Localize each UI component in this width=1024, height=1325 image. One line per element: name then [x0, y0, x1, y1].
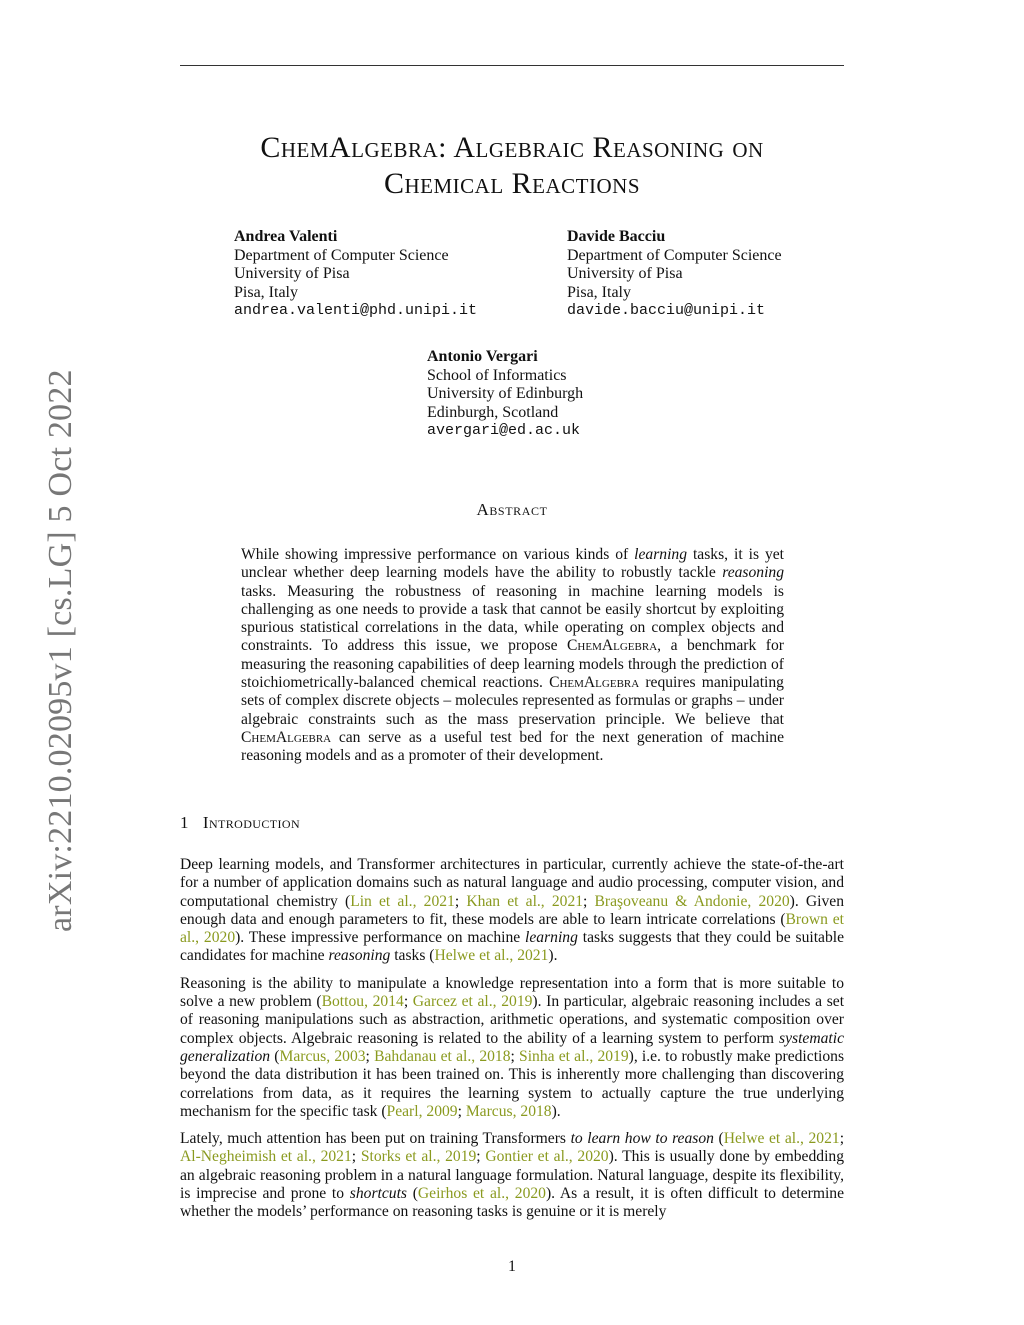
citation-link[interactable]: Geirhos et al., 2020	[417, 1185, 546, 1203]
emphasis: systematic generalization	[180, 1029, 844, 1065]
text-run: ), i.e. to robustly make predictions beyond the data distribution it has been trained on. This is inherently more challenging than discovering correlations from data, as it requires the learning system to actually capture the true underlying mechanism for the specific task (	[180, 1047, 845, 1120]
text-run: tasks suggests that they could be suitable candidates for machine	[180, 929, 845, 965]
citation-link[interactable]: Helwe et al., 2021	[434, 947, 549, 965]
text-run: Reasoning is the ability to manipulate a knowledge representation into a form that is more suitable to solve a new problem (	[180, 974, 844, 1011]
section-number: 1	[180, 813, 189, 832]
text-run: ).	[551, 1102, 561, 1120]
emphasis: learning	[525, 929, 578, 947]
citation-link[interactable]: Marcus, 2018	[465, 1102, 552, 1120]
text-run: tasks, it is yet unclear whether deep learning models have the ability to robustly tackle	[241, 546, 785, 582]
citation-link[interactable]: Brown et al., 2020	[180, 910, 844, 947]
text-run: Deep learning models, and Transformer architectures in particular, currently achieve the state-of-the-art for a number of application domains such as natural language and audio processing, computer vision, and computational chemistry (	[180, 856, 844, 910]
citation-link[interactable]: Lin et al., 2021	[350, 892, 455, 910]
author-email[interactable]: avergari@ed.ac.uk	[427, 422, 581, 439]
citation-link[interactable]: Bottou, 2014	[321, 993, 404, 1011]
author-univ: University of Pisa	[234, 265, 350, 282]
author-location: Pisa, Italy	[567, 283, 631, 301]
text-run: ). In particular, algebraic reasoning includes a set of reasoning manipulations such as abstraction, arithmetic operations, and systematic composition over complex objects. Algebraic reasoning is related to the ability of a learning system to perform	[180, 993, 845, 1047]
author-email[interactable]: davide.bacciu@unipi.it	[567, 302, 766, 319]
citation-link[interactable]: Garcez et al., 2019	[412, 993, 533, 1011]
abstract-heading: Abstract	[476, 500, 548, 519]
citation-link[interactable]: Gontier et al., 2020	[485, 1148, 609, 1166]
benchmark-name: ChemAlgebra	[567, 637, 658, 655]
text-run: tasks (	[390, 947, 435, 965]
citation-link[interactable]: Storks et al., 2019	[360, 1148, 477, 1166]
text-run: tasks. Measuring the robustness of reasoning in machine learning models is challenging as one needs to provide a task that cannot be easily shortcut by exploiting spurious statistical correlations in the data, while operating on complex objects and constraints. To address this issue, we propose	[241, 582, 784, 655]
paragraph: Lately, much attention has been put on training Transformers to learn how to reason (Helwe et al., 2021; Al-Negheimish et al., 2021; Storks et al., 2019; Gontier et al., 2020). This is usually done by embedding an algebraic reasoning problem in a natural language formulation. Natural language, despite its flexibility, is imprecise and prone to shortcuts (Geirhos et al., 2020). As a result, it is often difficult to determine whether the models’ performance on reasoning tasks is genuine or it is merely	[180, 1130, 845, 1221]
page-number: 1	[508, 1258, 516, 1275]
emphasis: shortcuts	[349, 1185, 407, 1203]
paragraph: Reasoning is the ability to manipulate a knowledge representation into a form that is more suitable to solve a new problem (Bottou, 2014; Garcez et al., 2019). In particular, algebraic reasoning includes a set of reasoning manipulations such as abstraction, arithmetic operations, and systematic composition over complex objects. Algebraic reasoning is related to the ability of a learning system to perform systematic generalization (Marcus, 2003; Bahdanau et al., 2018; Sinha et al., 2019), i.e. to robustly make predictions beyond the data distribution it has been trained on. This is inherently more challenging than discovering correlations from data, as it requires the learning system to actually capture the true underlying mechanism for the specific task (Pearl, 2009; Marcus, 2018).	[180, 974, 845, 1120]
citation-link[interactable]: Pearl, 2009	[386, 1102, 458, 1120]
author-block	[427, 348, 583, 441]
emphasis: reasoning	[328, 947, 391, 965]
section-heading	[180, 813, 300, 833]
author-dept: Department of Computer Science	[234, 246, 449, 264]
benchmark-name: ChemAlgebra	[549, 674, 640, 692]
citation-link[interactable]: Bahdanau et al., 2018	[374, 1047, 511, 1065]
text-run: ). These impressive performance on machine	[235, 929, 526, 947]
citation-link[interactable]: Khan et al., 2021	[466, 892, 584, 910]
author-block	[234, 228, 477, 321]
arxiv-stamp: arXiv:2210.02095v1 [cs.LG] 5 Oct 2022	[42, 369, 79, 932]
intro-body	[180, 856, 844, 1231]
author-dept: Department of Computer Science	[567, 246, 782, 264]
text-run: requires manipulating sets of complex discrete objects – molecules represented as formulas or graphs – under algebraic constraints such as the mass preservation principle. We believe that	[241, 674, 784, 728]
title-line-2: Chemical Reactions	[383, 167, 640, 200]
text-run: While showing impressive performance on various kinds of	[241, 546, 635, 563]
author-univ: University of Pisa	[567, 265, 683, 282]
text-run: ). Given enough data and enough parameters to fit, these models are able to learn intricate correlations (	[180, 892, 845, 928]
text-run: can serve as a useful test bed for the next generation of machine reasoning models and as a promoter of their development.	[241, 728, 784, 765]
citation-link[interactable]: Sinha et al., 2019	[519, 1047, 629, 1065]
paper-title	[180, 130, 844, 202]
citation-link[interactable]: Braşoveanu & Andonie, 2020	[594, 892, 790, 910]
paragraph: Deep learning models, and Transformer architectures in particular, currently achieve the state-of-the-art for a number of application domains such as natural language and audio processing, computer vision, and computational chemistry (Lin et al., 2021; Khan et al., 2021; Braşoveanu & Andonie, 2020). Given enough data and enough parameters to fit, these models are able to learn intricate correlations (Brown et al., 2020). These impressive performance on machine learning tasks suggests that they could be suitable candidates for machine reasoning tasks (Helwe et al., 2021).	[180, 856, 845, 965]
title-line-1: ChemAlgebra: Algebraic Reasoning on	[260, 131, 764, 164]
section-title: Introduction	[202, 813, 301, 832]
author-name: Davide Bacciu	[567, 228, 666, 245]
citation-link[interactable]: Helwe et al., 2021	[723, 1130, 840, 1148]
author-email[interactable]: andrea.valenti@phd.unipi.it	[234, 302, 478, 319]
text-run: ). As a result, it is often difficult to determine whether the models’ performance on reasoning tasks is genuine or it is merely	[180, 1185, 845, 1221]
author-location: Pisa, Italy	[234, 283, 298, 301]
text-run: (	[270, 1047, 280, 1065]
author-dept: School of Informatics	[427, 366, 567, 384]
benchmark-name: ChemAlgebra	[241, 728, 332, 746]
text-run: Lately, much attention has been put on training Transformers	[180, 1130, 571, 1148]
text-run: ). This is usually done by embedding an algebraic reasoning problem in a natural language formulation. Natural language, despite its flexibility, is imprecise and prone to	[180, 1148, 844, 1203]
author-name: Andrea Valenti	[234, 228, 338, 245]
text-run: ).	[548, 947, 558, 965]
author-location: Edinburgh, Scotland	[427, 403, 559, 421]
emphasis: to learn how to reason	[570, 1130, 714, 1148]
emphasis: learning	[634, 546, 688, 563]
citation-link[interactable]: Al-Negheimish et al., 2021	[180, 1148, 352, 1166]
abstract-text	[241, 546, 784, 766]
text-run: (	[406, 1185, 418, 1203]
text-run: , a benchmark for measuring the reasoning capabilities of deep learning models through the prediction of stoichiometrically-balanced chemical reactions.	[241, 637, 784, 692]
author-name: Antonio Vergari	[427, 348, 538, 365]
text-run: (	[713, 1130, 724, 1148]
author-block	[567, 228, 782, 321]
emphasis: reasoning	[722, 564, 784, 582]
header-rule	[180, 65, 844, 66]
citation-link[interactable]: Marcus, 2003	[279, 1047, 366, 1065]
author-univ: University of Edinburgh	[427, 385, 584, 402]
